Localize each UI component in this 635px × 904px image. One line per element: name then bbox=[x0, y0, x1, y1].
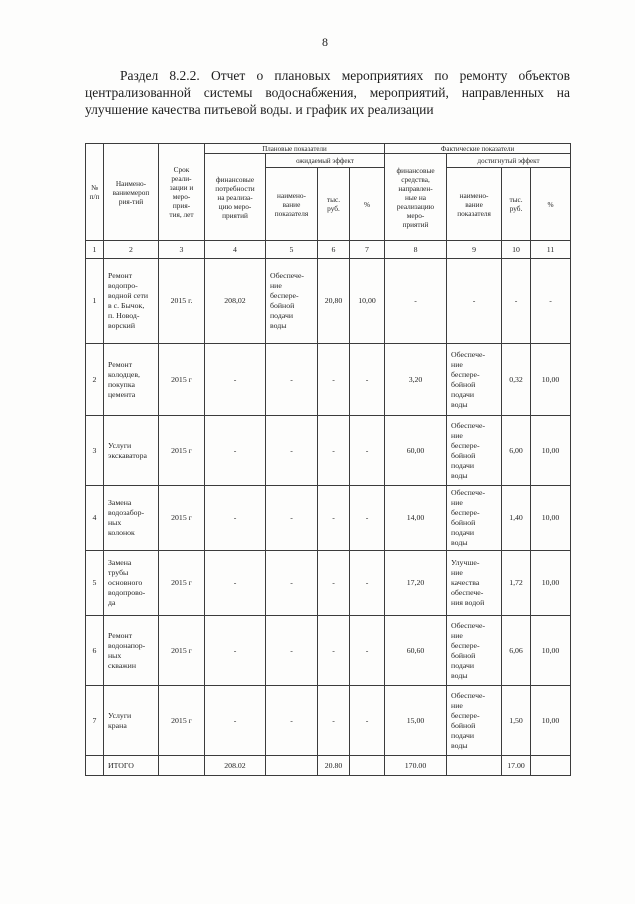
column-number-planned-thousand-rub: 6 bbox=[318, 241, 350, 259]
total-cell-planned-finance: 208.02 bbox=[205, 756, 266, 776]
table-cell-actual-thousand-rub: 6,00 bbox=[502, 416, 531, 486]
table-cell-actual-finance: 17,20 bbox=[385, 551, 447, 616]
table-cell-planned-finance: - bbox=[205, 486, 266, 551]
col-header-planned-percent: % bbox=[350, 168, 385, 241]
table-cell-actual-indicator: Обеспече- ние беспере- бойной подачи воды bbox=[447, 686, 502, 756]
table-cell-planned-indicator: - bbox=[266, 486, 318, 551]
column-number-actual-thousand-rub: 10 bbox=[502, 241, 531, 259]
total-cell-actual-finance: 170.00 bbox=[385, 756, 447, 776]
column-number-planned-indicator: 5 bbox=[266, 241, 318, 259]
table-cell-actual-indicator: - bbox=[447, 259, 502, 344]
col-header-name: Наимено- ваниемероп рия-тий bbox=[104, 144, 159, 241]
col-header-planned-indicator: наимено- вание показателя bbox=[266, 168, 318, 241]
table-cell-planned-percent: - bbox=[350, 616, 385, 686]
total-cell-planned-percent bbox=[350, 756, 385, 776]
table-cell-actual-thousand-rub: 0,32 bbox=[502, 344, 531, 416]
table-cell-actual-indicator: Обеспече- ние беспере- бойной подачи воды bbox=[447, 344, 502, 416]
group-header-planned: Плановые показатели bbox=[205, 144, 385, 154]
column-number-planned-finance: 4 bbox=[205, 241, 266, 259]
table-cell-planned-finance: - bbox=[205, 616, 266, 686]
table-cell-planned-indicator: - bbox=[266, 686, 318, 756]
section-heading bbox=[85, 67, 570, 118]
col-header-number: № п/п bbox=[86, 144, 104, 241]
table-cell-actual-indicator: Обеспече- ние беспере- бойной подачи воды bbox=[447, 616, 502, 686]
total-cell-name: ИТОГО bbox=[104, 756, 159, 776]
table-cell-actual-thousand-rub: 1,40 bbox=[502, 486, 531, 551]
table-cell-planned-finance: 208,02 bbox=[205, 259, 266, 344]
report-table bbox=[85, 143, 571, 776]
table-cell-actual-percent: 10,00 bbox=[531, 616, 571, 686]
table-cell-name: Ремонт водонапор- ных скважин bbox=[104, 616, 159, 686]
table-cell-planned-percent: - bbox=[350, 551, 385, 616]
total-cell-actual-indicator bbox=[447, 756, 502, 776]
table-row bbox=[86, 616, 571, 686]
total-cell-term bbox=[159, 756, 205, 776]
table-cell-actual-thousand-rub: - bbox=[502, 259, 531, 344]
total-cell-actual-percent bbox=[531, 756, 571, 776]
table-cell-planned-finance: - bbox=[205, 416, 266, 486]
table-cell-term: 2015 г bbox=[159, 616, 205, 686]
table-cell-number: 3 bbox=[86, 416, 104, 486]
table-cell-actual-finance: 15,00 bbox=[385, 686, 447, 756]
table-cell-term: 2015 г. bbox=[159, 259, 205, 344]
table-cell-actual-thousand-rub: 1,72 bbox=[502, 551, 531, 616]
total-cell-planned-thousand-rub: 20.80 bbox=[318, 756, 350, 776]
table-cell-number: 5 bbox=[86, 551, 104, 616]
table-cell-actual-percent: 10,00 bbox=[531, 416, 571, 486]
col-header-actual-indicator: наимено- вание показателя bbox=[447, 168, 502, 241]
report-table-body bbox=[86, 144, 571, 776]
table-cell-number: 1 bbox=[86, 259, 104, 344]
table-cell-planned-finance: - bbox=[205, 344, 266, 416]
col-header-term: Срок реали- зации и меро- прия- тия, лет bbox=[159, 144, 205, 241]
table-row bbox=[86, 259, 571, 344]
table-cell-planned-percent: 10,00 bbox=[350, 259, 385, 344]
table-cell-actual-finance: 60,60 bbox=[385, 616, 447, 686]
table-cell-planned-thousand-rub: 20,80 bbox=[318, 259, 350, 344]
table-cell-name: Услуги экскаватора bbox=[104, 416, 159, 486]
column-number-number: 1 bbox=[86, 241, 104, 259]
table-row bbox=[86, 686, 571, 756]
table-cell-number: 6 bbox=[86, 616, 104, 686]
table-cell-name: Ремонт водопро- водной сети в с. Бычок, п. Новод- ворский bbox=[104, 259, 159, 344]
table-cell-term: 2015 г bbox=[159, 486, 205, 551]
table-cell-planned-thousand-rub: - bbox=[318, 686, 350, 756]
table-cell-planned-indicator: - bbox=[266, 416, 318, 486]
column-number-row bbox=[86, 241, 571, 259]
table-cell-planned-percent: - bbox=[350, 686, 385, 756]
col-header-actual-thousand-rub: тыс. руб. bbox=[502, 168, 531, 241]
table-cell-actual-finance: - bbox=[385, 259, 447, 344]
table-cell-term: 2015 г bbox=[159, 551, 205, 616]
col-header-actual-percent: % bbox=[531, 168, 571, 241]
column-number-planned-percent: 7 bbox=[350, 241, 385, 259]
column-number-name: 2 bbox=[104, 241, 159, 259]
table-cell-planned-indicator: - bbox=[266, 616, 318, 686]
table-cell-actual-percent: 10,00 bbox=[531, 486, 571, 551]
table-cell-actual-finance: 14,00 bbox=[385, 486, 447, 551]
table-cell-planned-finance: - bbox=[205, 551, 266, 616]
table-cell-name: Замена трубы основного водопрово- да bbox=[104, 551, 159, 616]
table-cell-actual-thousand-rub: 1,50 bbox=[502, 686, 531, 756]
table-cell-number: 7 bbox=[86, 686, 104, 756]
page-number: 8 bbox=[322, 35, 328, 49]
table-cell-actual-percent: - bbox=[531, 259, 571, 344]
table-cell-actual-indicator: Обеспече- ние беспере- бойной подачи воды bbox=[447, 486, 502, 551]
table-cell-name: Ремонт колодцев, покупка цемента bbox=[104, 344, 159, 416]
table-cell-actual-percent: 10,00 bbox=[531, 686, 571, 756]
table-cell-planned-thousand-rub: - bbox=[318, 486, 350, 551]
group-header-expected-effect: ожидаемый эффект bbox=[266, 154, 385, 168]
table-cell-name: Замена водозабор- ных колонок bbox=[104, 486, 159, 551]
table-cell-planned-finance: - bbox=[205, 686, 266, 756]
heading-line: улучшение качества питьевой воды. и график их реализации bbox=[85, 102, 434, 117]
table-cell-number: 2 bbox=[86, 344, 104, 416]
col-header-planned-finance: финансовые потребности на реализа- цию меро- приятий bbox=[205, 154, 266, 241]
table-cell-actual-thousand-rub: 6,06 bbox=[502, 616, 531, 686]
table-cell-term: 2015 г bbox=[159, 686, 205, 756]
table-row bbox=[86, 344, 571, 416]
col-header-planned-thousand-rub: тыс. руб. bbox=[318, 168, 350, 241]
table-cell-planned-indicator: - bbox=[266, 551, 318, 616]
col-header-actual-finance: финансовые средства, направлен- ные на реализацию меро- приятий bbox=[385, 154, 447, 241]
table-cell-planned-indicator: - bbox=[266, 344, 318, 416]
table-cell-planned-percent: - bbox=[350, 416, 385, 486]
table-cell-actual-finance: 60,00 bbox=[385, 416, 447, 486]
table-cell-planned-indicator: Обеспече- ние беспере- бойной подачи воды bbox=[266, 259, 318, 344]
total-row bbox=[86, 756, 571, 776]
column-number-actual-indicator: 9 bbox=[447, 241, 502, 259]
group-header-actual: Фактические показатели bbox=[385, 144, 571, 154]
table-cell-actual-percent: 10,00 bbox=[531, 551, 571, 616]
table-cell-term: 2015 г bbox=[159, 344, 205, 416]
column-number-actual-finance: 8 bbox=[385, 241, 447, 259]
total-cell-planned-indicator bbox=[266, 756, 318, 776]
column-number-actual-percent: 11 bbox=[531, 241, 571, 259]
table-row bbox=[86, 551, 571, 616]
table-cell-planned-thousand-rub: - bbox=[318, 616, 350, 686]
table-cell-planned-thousand-rub: - bbox=[318, 344, 350, 416]
table-cell-planned-percent: - bbox=[350, 344, 385, 416]
total-cell-actual-thousand-rub: 17.00 bbox=[502, 756, 531, 776]
table-cell-term: 2015 г bbox=[159, 416, 205, 486]
table-cell-actual-percent: 10,00 bbox=[531, 344, 571, 416]
table-cell-number: 4 bbox=[86, 486, 104, 551]
table-cell-planned-thousand-rub: - bbox=[318, 416, 350, 486]
total-cell-number bbox=[86, 756, 104, 776]
table-cell-planned-percent: - bbox=[350, 486, 385, 551]
table-cell-actual-indicator: Обеспече- ние беспере- бойной подачи воды bbox=[447, 416, 502, 486]
table-cell-actual-finance: 3,20 bbox=[385, 344, 447, 416]
heading-line: централизованной системы водоснабжения, мероприятий, направленных на bbox=[85, 85, 570, 100]
table-cell-actual-indicator: Улучше- ние качества обеспече- ния водой bbox=[447, 551, 502, 616]
header-row-groups bbox=[86, 144, 571, 154]
table-row bbox=[86, 416, 571, 486]
group-header-achieved-effect: достигнутый эффект bbox=[447, 154, 571, 168]
column-number-term: 3 bbox=[159, 241, 205, 259]
heading-line: Раздел 8.2.2. Отчет о плановых мероприятиях по ремонту объектов bbox=[120, 68, 570, 83]
table-cell-planned-thousand-rub: - bbox=[318, 551, 350, 616]
table-row bbox=[86, 486, 571, 551]
table-cell-name: Услуги крана bbox=[104, 686, 159, 756]
